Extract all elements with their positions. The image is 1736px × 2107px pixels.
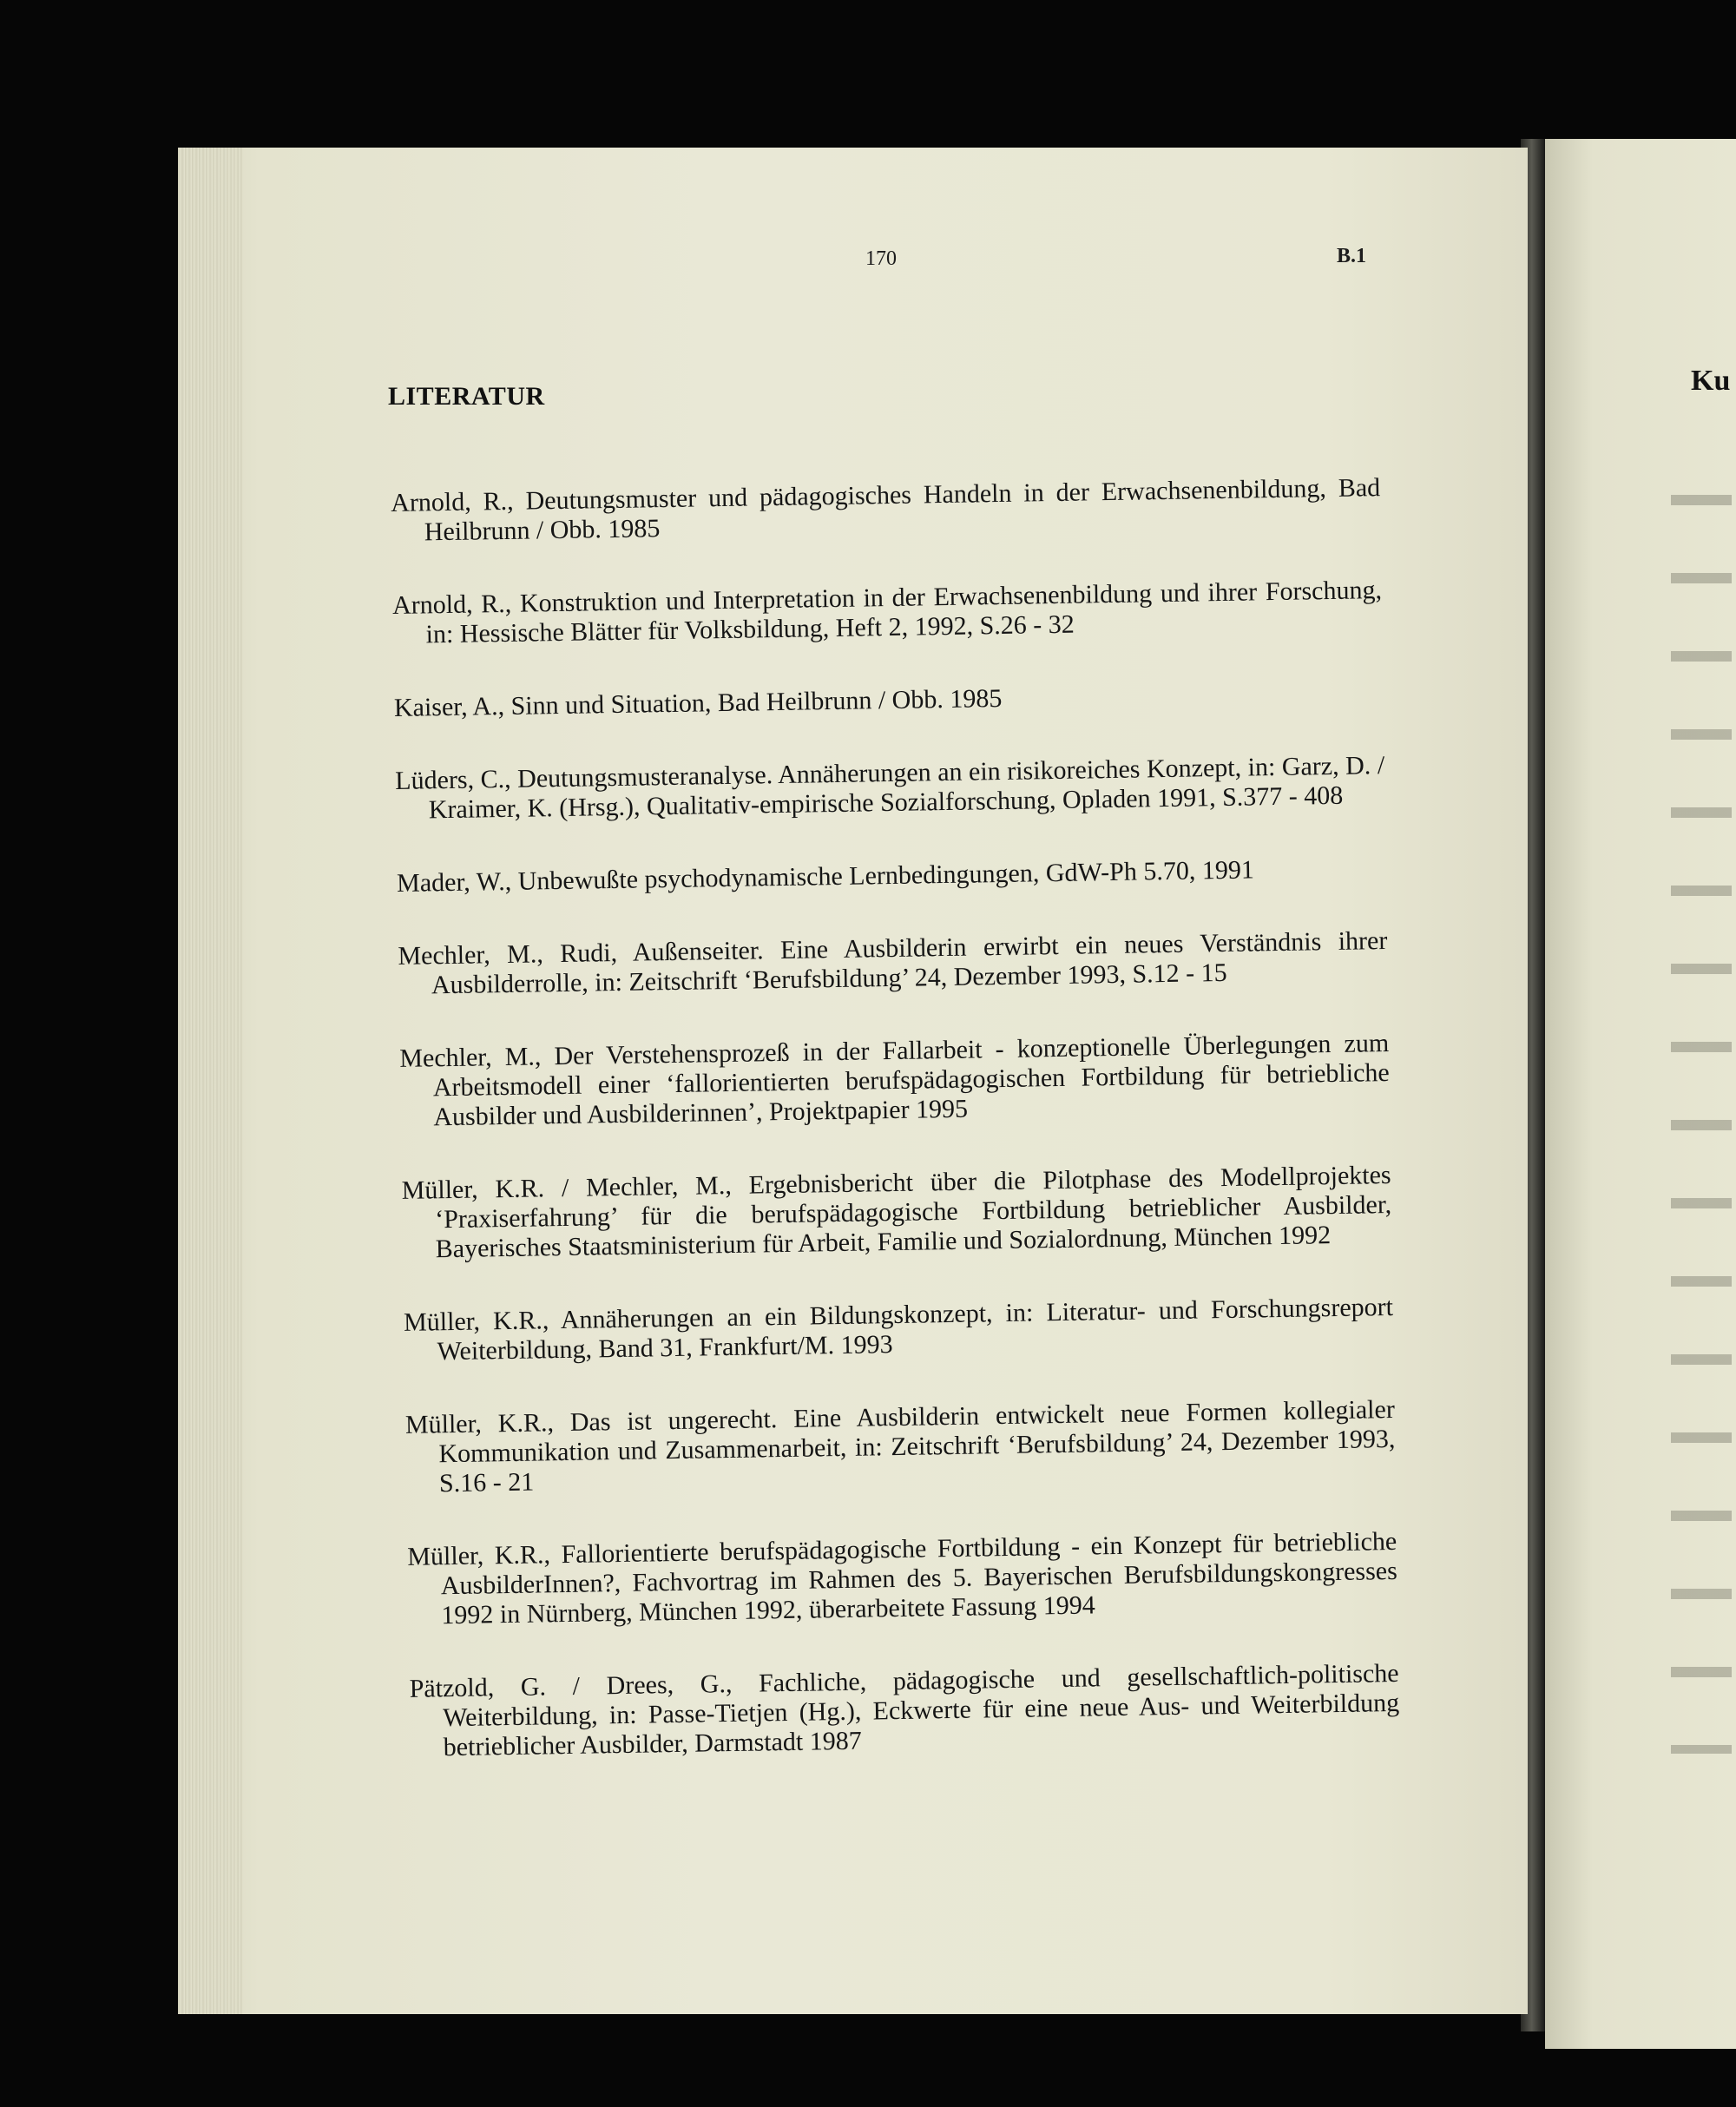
reference-item: Müller, K.R., Annäherungen an ein Bildungskonzept, in: Literatur- und Forschungsreport Weiterbildung, Band 31, Frankfurt/M. 1993 [403, 1292, 1394, 1366]
reference-item: Müller, K.R. / Mechler, M., Ergebnisbericht über die Pilotphase des Modellprojektes ‘Praxiserfahrung’ für die berufspädagogische Fortbildung betrieblicher Ausbilder, Bayerisches Staatsministerium für Arbeit, Familie und Sozialordnung, München 1992 [401, 1160, 1392, 1264]
reference-item: Mechler, M., Rudi, Außenseiter. Eine Ausbilderin erwirbt ein neues Verständnis ihrer Ausbilderrolle, in: Zeitschrift ‘Berufsbildung’ 24, Dezember 1993, S.12 - 15 [398, 926, 1388, 1000]
page-heading: LITERATUR [388, 382, 545, 411]
reference-item: Arnold, R., Konstruktion und Interpretation in der Erwachsenenbildung und ihrer Forschung, in: Hessische Blätter für Volksbildung, Heft 2, 1992, S.26 - 32 [391, 576, 1383, 649]
right-page-faint-text [1671, 451, 1732, 1754]
reference-item: Lüders, C., Deutungsmusteranalyse. Annäherungen an ein risikoreiches Konzept, in: Garz, D. / Kraimer, K. (Hrsg.), Qualitativ-empirische Sozialforschung, Opladen 1991, S.377 - 408 [395, 751, 1385, 825]
reference-item: Arnold, R., Deutungsmuster und pädagogisches Handeln in der Erwachsenenbildung, Bad Heilbrunn / Obb. 1985 [391, 473, 1381, 547]
reference-item: Kaiser, A., Sinn und Situation, Bad Heilbrunn / Obb. 1985 [393, 683, 1003, 722]
reference-item: Müller, K.R., Fallorientierte berufspädagogische Fortbildung - ein Konzept für betriebliche AusbilderInnen?, Fachvortrag im Rahmen des 5. Bayerischen Berufsbildungskongresses 1992 in Nürnberg, München 1992, überarbeitete Fassung 1994 [407, 1526, 1397, 1630]
right-page-heading: Ku [1691, 365, 1731, 397]
page-number: 170 [865, 247, 897, 270]
section-code: B.1 [1337, 245, 1367, 267]
reference-item: Pätzold, G. / Drees, G., Fachliche, pädagogische und gesellschaftlich-politische Weiterbildung, in: Passe-Tietjen (Hg.), Eckwerte für eine neue Aus- und Weiterbildung betrieblicher Ausbilder, Darmstadt 1987 [409, 1658, 1400, 1762]
page-edges [178, 148, 243, 2014]
reference-list [391, 473, 1401, 1807]
reference-item: Müller, K.R., Das ist ungerecht. Eine Ausbilderin entwickelt neue Formen kollegialer Kommunikation und Zusammenarbeit, in: Zeitschrift ‘Berufsbildung’ 24, Dezember 1993, S.16 - 21 [404, 1394, 1396, 1498]
reference-item: Mader, W., Unbewußte psychodynamische Lernbedingungen, GdW-Ph 5.70, 1991 [396, 855, 1255, 898]
reference-item: Mechler, M., Der Verstehensprozeß in der Fallarbeit - konzeptionelle Überlegungen zum Arbeitsmodell einer ‘fallorientierten berufspädagogischen Fortbildung für betriebliche Ausbilder und Ausbilderinnen’, Projektpapier 1995 [399, 1029, 1390, 1132]
